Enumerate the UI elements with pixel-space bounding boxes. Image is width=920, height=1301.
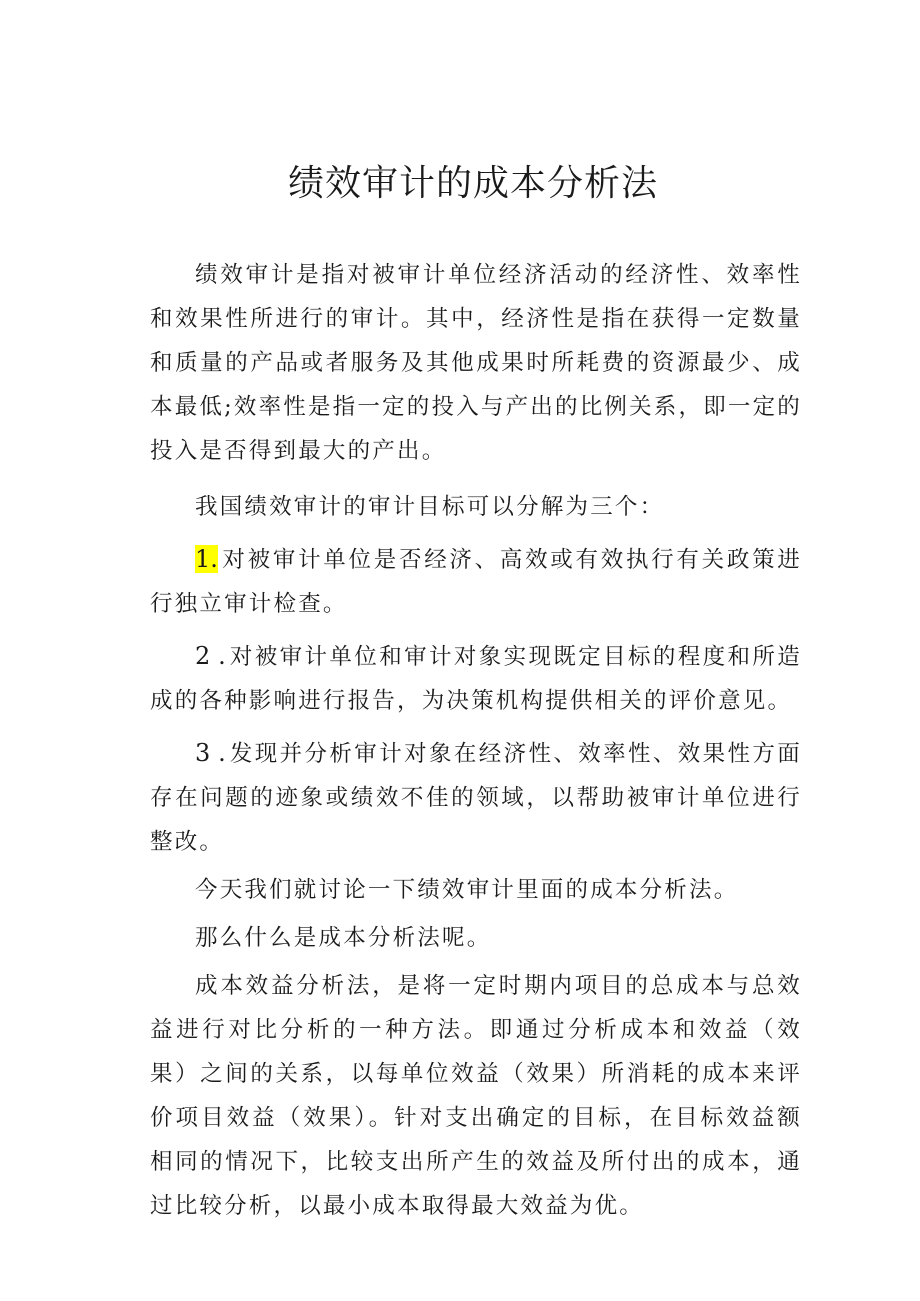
list-item-goal-1-text: 对被审计单位是否经济、高效或有效执行有关政策进行独立审计检查。: [150, 547, 802, 617]
paragraph-definition: 绩效审计是指对被审计单位经济活动的经济性、效率性和效果性所进行的审计。其中，经济性是指在获得一定数量和质量的产品或者服务及其他成果时所耗费的资源最少、成本最低;效率性是指一定的投入与产出的比例关系，即一定的投入是否得到最大的产出。: [150, 262, 802, 464]
document-title: 绩效审计的成本分析法: [287, 163, 658, 204]
paragraph-topic: 今天我们就讨论一下绩效审计里面的成本分析法。: [195, 877, 739, 903]
list-item-goal-2: [150, 634, 802, 723]
document-body: [150, 253, 802, 1228]
paragraph-cost-benefit: 成本效益分析法，是将一定时期内项目的总成本与总效益进行对比分析的一种方法。即通过分析成本和效益（效果）之间的关系，以每单位效益（效果）所消耗的成本来评价项目效益（效果）。针对支出确定的目标，在目标效益额相同的情况下，比较支出所产生的效益及所付出的成本，通过比较分析，以最小成本取得最大效益为优。: [150, 973, 802, 1219]
list-item-goal-1: [150, 537, 802, 626]
list-number-1: 1.: [195, 545, 218, 573]
list-item-goal-2-text: 对被审计单位和审计对象实现既定目标的程度和所造成的各种影响进行报告，为决策机构提供相关的评价意见。: [150, 644, 802, 714]
list-number-3: 3 .: [195, 739, 226, 767]
list-item-goal-3: [150, 731, 802, 864]
list-item-goal-3-text: 发现并分析审计对象在经济性、效率性、效果性方面存在问题的迹象或绩效不佳的领域，以帮助被审计单位进行整改。: [150, 741, 802, 855]
paragraph-goals-intro: 我国绩效审计的审计目标可以分解为三个：: [195, 494, 665, 520]
list-number-2: 2 .: [195, 642, 226, 670]
paragraph-question: 那么什么是成本分析法呢。: [195, 925, 492, 951]
